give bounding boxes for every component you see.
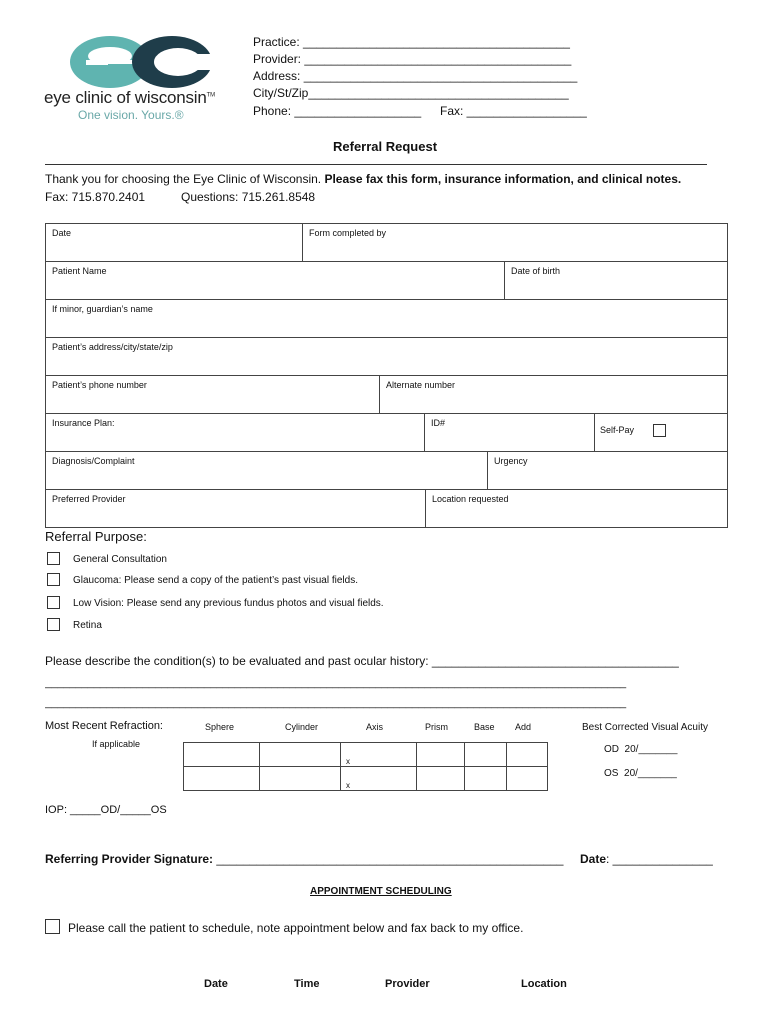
os-add-cell[interactable] xyxy=(507,767,548,791)
signature-date-label: Date xyxy=(580,852,607,866)
os-acuity-field[interactable]: OS 20/_______ xyxy=(604,768,677,779)
appointment-location-label: Location xyxy=(521,978,567,990)
form-row-address xyxy=(46,337,727,375)
form-row-phone xyxy=(46,375,727,413)
general-consultation-checkbox[interactable] xyxy=(47,552,60,565)
guardian-cell[interactable] xyxy=(46,300,727,337)
dob-label: Date of birth xyxy=(511,266,561,276)
id-label: ID# xyxy=(431,418,446,428)
location-label: Location requested xyxy=(432,494,509,504)
refraction-table xyxy=(183,742,548,791)
form-row-insurance xyxy=(46,413,727,451)
patient-form-grid xyxy=(45,223,728,528)
logo-tagline: One vision. Yours.® xyxy=(78,108,184,122)
scheduling-heading: APPOINTMENT SCHEDULING xyxy=(310,886,452,897)
os-axis-x: x xyxy=(346,781,350,790)
city-field[interactable]: City/St/Zip_______________________________________ xyxy=(253,86,569,100)
if-applicable-label: If applicable xyxy=(92,739,141,749)
guardian-label: If minor, guardian’s name xyxy=(52,304,153,314)
fax-field[interactable]: Fax: __________________ xyxy=(440,104,587,118)
od-base-cell[interactable] xyxy=(465,743,507,767)
od-add-cell[interactable] xyxy=(507,743,548,767)
self-pay-cell xyxy=(594,414,727,451)
preferred-provider-label: Preferred Provider xyxy=(52,494,126,504)
purpose-item-general: General Consultation xyxy=(73,554,167,565)
os-prism-cell[interactable] xyxy=(417,767,465,791)
intro-text xyxy=(45,172,681,186)
od-axis-x: x xyxy=(346,757,350,766)
os-sphere-cell[interactable] xyxy=(184,767,260,791)
purpose-heading: Referral Purpose: xyxy=(45,529,147,544)
history-prompt[interactable]: Please describe the condition(s) to be evaluated and past ocular history: _____________________________________ xyxy=(45,654,679,668)
refraction-label: Most Recent Refraction: xyxy=(45,720,163,732)
purpose-item-retina: Retina xyxy=(73,620,102,631)
od-cylinder-cell[interactable] xyxy=(260,743,341,767)
bcva-header: Best Corrected Visual Acuity xyxy=(582,722,708,733)
patient-name-cell[interactable] xyxy=(46,262,504,299)
signature-label: Referring Provider Signature: xyxy=(45,852,214,866)
add-header: Add xyxy=(515,722,532,732)
od-acuity-field[interactable]: OD 20/_______ xyxy=(604,744,678,755)
urgency-label: Urgency xyxy=(494,456,528,466)
signature-date-line[interactable]: : _______________ xyxy=(606,852,713,866)
phone-field[interactable]: Phone: ___________________ xyxy=(253,104,422,118)
patient-address-cell[interactable] xyxy=(46,338,727,375)
title-divider xyxy=(45,164,707,165)
form-row-provider xyxy=(46,489,727,527)
self-pay-label: Self-Pay xyxy=(600,425,635,435)
alt-number-label: Alternate number xyxy=(386,380,456,390)
prism-header: Prism xyxy=(425,722,448,732)
date-label: Date xyxy=(52,228,72,238)
signature-line[interactable]: ____________________________________________________ xyxy=(213,852,564,866)
signature-date-row xyxy=(580,852,713,866)
glaucoma-checkbox[interactable] xyxy=(47,573,60,586)
low-vision-checkbox[interactable] xyxy=(47,596,60,609)
completed-by-label: Form completed by xyxy=(309,228,387,238)
insurance-label: Insurance Plan: xyxy=(52,418,115,428)
diagnosis-cell[interactable] xyxy=(46,452,487,489)
retina-checkbox[interactable] xyxy=(47,618,60,631)
address-field[interactable]: Address: _________________________________________ xyxy=(253,69,578,83)
intro-instruction: Please fax this form, insurance information, and clinical notes. xyxy=(324,172,682,186)
iop-field[interactable]: IOP: _____OD/_____OS xyxy=(45,804,167,816)
axis-header: Axis xyxy=(366,722,384,732)
clinic-logo xyxy=(44,34,244,126)
preferred-provider-cell[interactable] xyxy=(46,490,425,527)
logo-name: eye clinic of wisconsin xyxy=(44,88,207,107)
history-line-1[interactable]: _______________________________________________________________________________________________ xyxy=(45,677,627,689)
od-sphere-cell[interactable] xyxy=(184,743,260,767)
appointment-date-label: Date xyxy=(204,978,228,990)
form-row-patient xyxy=(46,261,727,299)
appointment-provider-label: Provider xyxy=(385,978,430,990)
os-base-cell[interactable] xyxy=(465,767,507,791)
patient-name-label: Patient Name xyxy=(52,266,107,276)
self-pay-checkbox[interactable] xyxy=(653,424,666,437)
os-axis-cell[interactable] xyxy=(341,767,417,791)
dob-cell[interactable] xyxy=(504,262,727,299)
diagnosis-label: Diagnosis/Complaint xyxy=(52,456,135,466)
questions-number: Questions: 715.261.8548 xyxy=(181,190,316,204)
patient-address-label: Patient’s address/city/state/zip xyxy=(52,342,173,352)
od-prism-cell[interactable] xyxy=(417,743,465,767)
purpose-item-low-vision: Low Vision: Please send any previous fundus photos and visual fields. xyxy=(73,598,384,609)
od-axis-cell[interactable] xyxy=(341,743,417,767)
call-patient-text: Please call the patient to schedule, note appointment below and fax back to my office. xyxy=(68,921,524,935)
logo-tm: TM xyxy=(206,92,215,99)
location-cell[interactable] xyxy=(425,490,727,527)
id-cell[interactable] xyxy=(424,414,594,451)
date-cell[interactable] xyxy=(46,224,302,261)
call-patient-checkbox[interactable] xyxy=(45,919,60,934)
refraction-row-od xyxy=(184,743,548,767)
signature-row xyxy=(45,852,563,866)
provider-field[interactable]: Provider: ________________________________________ xyxy=(253,52,572,66)
page-title: Referral Request xyxy=(333,139,438,154)
alt-number-cell[interactable] xyxy=(379,376,727,413)
practice-field[interactable]: Practice: ________________________________________ xyxy=(253,35,570,49)
intro-thanks: Thank you for choosing the Eye Clinic of Wisconsin. xyxy=(45,172,325,186)
completed-by-cell[interactable] xyxy=(302,224,727,261)
base-header: Base xyxy=(474,722,495,732)
ec-logo-icon xyxy=(68,34,218,90)
patient-phone-label: Patient’s phone number xyxy=(52,380,147,390)
os-cylinder-cell[interactable] xyxy=(260,767,341,791)
fax-number: Fax: 715.870.2401 xyxy=(45,190,146,204)
cylinder-header: Cylinder xyxy=(285,722,319,732)
sphere-header: Sphere xyxy=(205,722,235,732)
patient-phone-cell[interactable] xyxy=(46,376,379,413)
insurance-cell[interactable] xyxy=(46,414,424,451)
urgency-cell[interactable] xyxy=(487,452,727,489)
form-row-diagnosis xyxy=(46,451,727,489)
form-row-date xyxy=(46,224,727,261)
refraction-row-os xyxy=(184,767,548,791)
purpose-item-glaucoma: Glaucoma: Please send a copy of the patient’s past visual fields. xyxy=(73,575,358,586)
form-row-guardian xyxy=(46,299,727,337)
appointment-time-label: Time xyxy=(294,978,320,990)
history-line-2[interactable]: _______________________________________________________________________________________________ xyxy=(45,697,627,709)
